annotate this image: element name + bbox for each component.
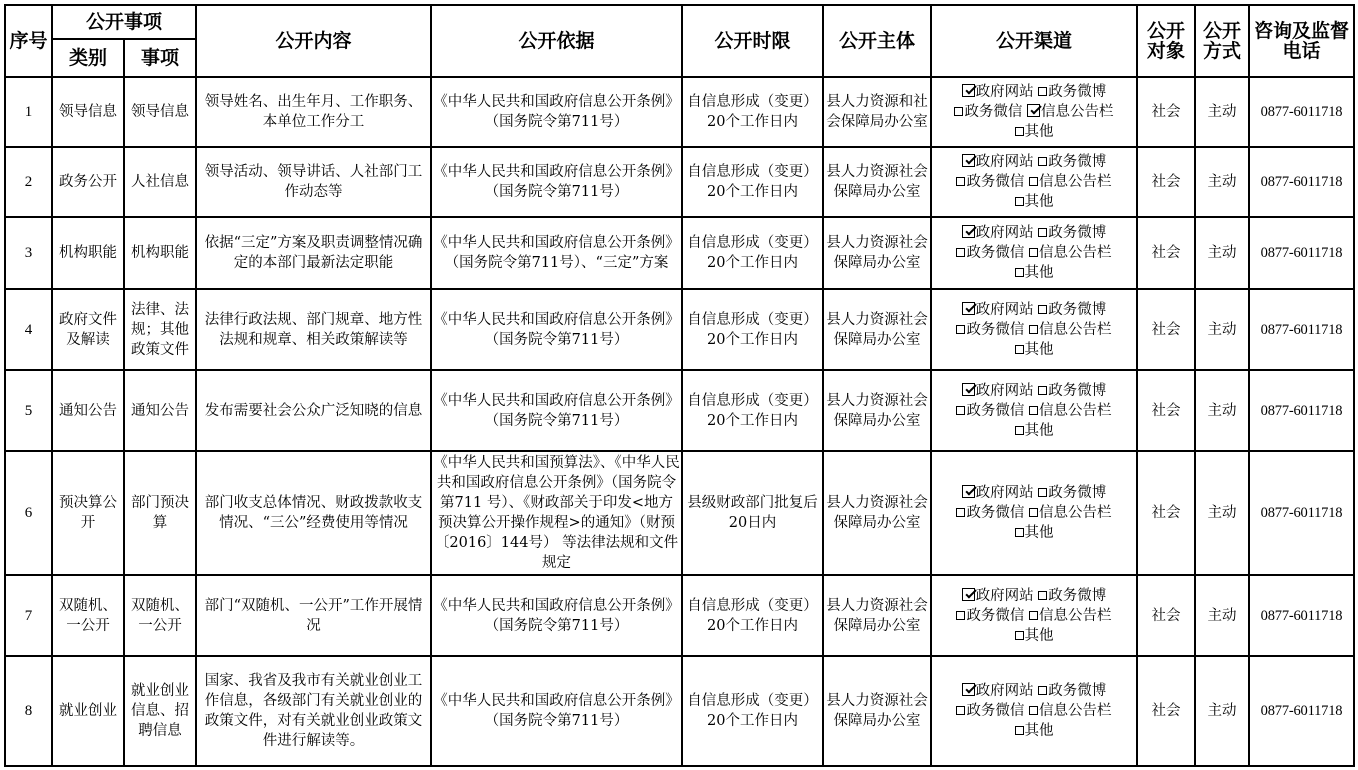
channel-label: 信息公告栏: [1039, 607, 1112, 624]
cell-subject: 县人力资源和社会保障局办公室: [823, 77, 931, 147]
channel-label: 政务微博: [1048, 154, 1107, 170]
cell-channels: [931, 370, 1137, 451]
channel-option: [956, 403, 1024, 419]
checkbox-empty-icon: [1015, 268, 1024, 277]
channel-option: [956, 322, 1024, 338]
channel-option: [1027, 104, 1114, 120]
cell-subject: 县人力资源社会保障局办公室: [823, 217, 931, 289]
channel-label: 其他: [1024, 265, 1054, 281]
checkbox-empty-icon: [956, 611, 965, 620]
cell-time-limit: 自信息形成（变更）20个工作日内: [682, 77, 823, 147]
channel-line: [933, 192, 1135, 212]
cell-audience: 社会: [1137, 289, 1195, 370]
checkbox-empty-icon: [1029, 611, 1038, 620]
channel-label: 信息公告栏: [1041, 104, 1114, 120]
disclosure-table: [4, 4, 1355, 767]
header-phone: 咨询及监督电话: [1249, 5, 1354, 77]
checkbox-empty-icon: [1038, 591, 1047, 600]
channel-line: [933, 483, 1135, 503]
cell-phone: 0877-6011718: [1249, 451, 1354, 575]
channel-label: 政务微博: [1048, 683, 1107, 699]
cell-index: 4: [5, 289, 52, 370]
cell-subject: 县人力资源社会保障局办公室: [823, 575, 931, 656]
checkbox-empty-icon: [1038, 305, 1047, 314]
checkbox-empty-icon: [1029, 248, 1038, 257]
channel-option: [954, 104, 1022, 120]
header-channels: 公开渠道: [931, 5, 1137, 77]
channel-option: [1015, 723, 1054, 739]
channel-line: [933, 626, 1135, 646]
cell-category: 就业创业: [52, 656, 124, 766]
channel-line: [933, 243, 1135, 263]
cell-basis: 《中华人民共和国政府信息公开条例》（国务院令第711号）: [431, 147, 682, 217]
channel-label: 信息公告栏: [1039, 245, 1112, 261]
channel-option: [1038, 383, 1106, 399]
channel-option: [962, 84, 1034, 100]
table-row: [5, 656, 1354, 766]
cell-method: 主动: [1195, 147, 1249, 217]
channel-option: [962, 485, 1034, 501]
checkbox-empty-icon: [1015, 631, 1024, 640]
checkbox-empty-icon: [956, 706, 965, 715]
cell-channels: [931, 77, 1137, 147]
channel-option: [1038, 588, 1106, 604]
table-row: [5, 77, 1354, 147]
channel-label: 其他: [1024, 124, 1054, 140]
cell-phone: 0877-6011718: [1249, 217, 1354, 289]
cell-item: 领导信息: [124, 77, 196, 147]
channel-label: 其他: [1024, 525, 1054, 541]
channel-line: [933, 320, 1135, 340]
channel-label: 政务微信: [966, 321, 1025, 338]
checkbox-empty-icon: [956, 325, 965, 334]
checkbox-empty-icon: [1015, 726, 1024, 735]
checkbox-empty-icon: [1029, 325, 1038, 334]
channel-label: 政府网站: [975, 683, 1034, 699]
channel-label: 政府网站: [975, 485, 1034, 501]
header-audience: 公开对象: [1137, 5, 1195, 77]
cell-basis: 《中华人民共和国政府信息公开条例》（国务院令第711号）: [431, 575, 682, 656]
checkbox-empty-icon: [956, 248, 965, 257]
cell-time-limit: 自信息形成（变更）20个工作日内: [682, 575, 823, 656]
cell-index: 3: [5, 217, 52, 289]
channel-option: [1015, 525, 1054, 541]
checkbox-empty-icon: [1038, 157, 1047, 166]
channel-line: [933, 401, 1135, 421]
cell-index: 7: [5, 575, 52, 656]
cell-method: 主动: [1195, 77, 1249, 147]
cell-method: 主动: [1195, 217, 1249, 289]
checkbox-empty-icon: [954, 107, 963, 116]
checkbox-empty-icon: [1029, 508, 1038, 517]
cell-phone: 0877-6011718: [1249, 370, 1354, 451]
checkbox-empty-icon: [1015, 345, 1024, 354]
channel-label: 其他: [1024, 341, 1054, 358]
channel-option: [1038, 154, 1106, 170]
cell-audience: 社会: [1137, 656, 1195, 766]
channel-option: [1015, 124, 1054, 140]
channel-label: 政务微信: [966, 607, 1025, 624]
channel-label: 信息公告栏: [1039, 321, 1112, 338]
channel-option: [962, 302, 1034, 318]
channel-option: [956, 608, 1024, 624]
channel-option: [1038, 485, 1106, 501]
cell-audience: 社会: [1137, 451, 1195, 575]
channel-option: [1038, 302, 1106, 318]
header-content: 公开内容: [196, 5, 431, 77]
cell-audience: 社会: [1137, 217, 1195, 289]
cell-audience: 社会: [1137, 77, 1195, 147]
cell-item: 机构职能: [124, 217, 196, 289]
cell-phone: 0877-6011718: [1249, 147, 1354, 217]
cell-basis: 《中华人民共和国政府信息公开条例》（国务院令第711号）: [431, 370, 682, 451]
checkbox-empty-icon: [1029, 706, 1038, 715]
channel-option: [962, 683, 1034, 699]
table-row: [5, 289, 1354, 370]
cell-content: 领导姓名、出生年月、工作职务、本单位工作分工: [196, 77, 431, 147]
channel-line: [933, 223, 1135, 243]
cell-category: 双随机、一公开: [52, 575, 124, 656]
cell-index: 5: [5, 370, 52, 451]
checkbox-empty-icon: [1029, 177, 1038, 186]
channel-label: 政务微博: [1048, 225, 1107, 241]
channel-line: [933, 503, 1135, 523]
table-row: [5, 147, 1354, 217]
cell-category: 通知公告: [52, 370, 124, 451]
channel-label: 政务微博: [1048, 382, 1107, 399]
checkbox-checked-icon: [962, 485, 975, 498]
channel-label: 政务微信: [964, 104, 1023, 120]
channel-line: [933, 606, 1135, 626]
channel-line: [933, 263, 1135, 283]
header-item: 事项: [124, 39, 196, 77]
cell-channels: [931, 217, 1137, 289]
cell-category: 政府文件及解读: [52, 289, 124, 370]
cell-item: 通知公告: [124, 370, 196, 451]
cell-basis: 《中华人民共和国政府信息公开条例》（国务院令第711号）、“三定”方案: [431, 217, 682, 289]
channel-option: [962, 154, 1034, 170]
cell-subject: 县人力资源社会保障局办公室: [823, 289, 931, 370]
cell-method: 主动: [1195, 656, 1249, 766]
cell-time-limit: 自信息形成（变更）20个工作日内: [682, 656, 823, 766]
channel-option: [1038, 683, 1106, 699]
cell-index: 2: [5, 147, 52, 217]
cell-content: 领导活动、领导讲话、人社部门工作动态等: [196, 147, 431, 217]
cell-basis: 《中华人民共和国政府信息公开条例》（国务院令第711号）: [431, 77, 682, 147]
channel-line: [933, 421, 1135, 441]
cell-content: 部门收支总体情况、财政拨款收支情况、“三公”经费使用等情况: [196, 451, 431, 575]
channel-label: 信息公告栏: [1039, 174, 1112, 190]
cell-content: 依据“三定”方案及职责调整情况确定的本部门最新法定职能: [196, 217, 431, 289]
cell-subject: 县人力资源社会保障局办公室: [823, 370, 931, 451]
channel-option: [956, 245, 1024, 261]
checkbox-checked-icon: [962, 683, 975, 696]
channel-line: [933, 586, 1135, 606]
channel-label: 信息公告栏: [1039, 505, 1112, 521]
cell-channels: [931, 147, 1137, 217]
channel-label: 政务微博: [1048, 84, 1107, 100]
channel-option: [1038, 84, 1106, 100]
cell-audience: 社会: [1137, 575, 1195, 656]
channel-option: [956, 174, 1024, 190]
checkbox-empty-icon: [1015, 197, 1024, 206]
cell-item: 就业创业信息、招聘信息: [124, 656, 196, 766]
cell-content: 国家、我省及我市有关就业创业工作信息，各级部门有关就业创业的政策文件，对有关就业创业政策文件进行解读等。: [196, 656, 431, 766]
channel-option: [1029, 505, 1112, 521]
channel-label: 政务微信: [966, 703, 1025, 719]
channel-line: [933, 152, 1135, 172]
cell-time-limit: 县级财政部门批复后20日内: [682, 451, 823, 575]
channel-option: [1015, 342, 1054, 358]
channel-option: [1038, 225, 1106, 241]
channel-line: [933, 681, 1135, 701]
channel-label: 政府网站: [975, 154, 1034, 170]
cell-phone: 0877-6011718: [1249, 289, 1354, 370]
cell-time-limit: 自信息形成（变更）20个工作日内: [682, 147, 823, 217]
channel-option: [1029, 403, 1112, 419]
checkbox-empty-icon: [1015, 528, 1024, 537]
cell-subject: 县人力资源社会保障局办公室: [823, 147, 931, 217]
channel-option: [956, 703, 1024, 719]
cell-subject: 县人力资源社会保障局办公室: [823, 656, 931, 766]
header-method: 公开方式: [1195, 5, 1249, 77]
channel-option: [1015, 423, 1054, 439]
channel-option: [1029, 174, 1112, 190]
cell-basis: 《中华人民共和国预算法》、《中华人民共和国政府信息公开条例》（国务院令第711 号）、《财政部关于印发<地方预决算公开操作规程>的通知》（财预〔2016〕144号） 等法律法规和文件规定: [431, 451, 682, 575]
channel-line: [933, 172, 1135, 192]
cell-item: 人社信息: [124, 147, 196, 217]
cell-channels: [931, 575, 1137, 656]
cell-channels: [931, 656, 1137, 766]
channel-line: [933, 523, 1135, 543]
checkbox-empty-icon: [1015, 426, 1024, 435]
cell-basis: 《中华人民共和国政府信息公开条例》（国务院令第711号）: [431, 656, 682, 766]
channel-option: [1015, 628, 1054, 644]
checkbox-checked-icon: [962, 84, 975, 97]
channel-label: 其他: [1024, 194, 1054, 210]
channel-label: 政务微博: [1048, 587, 1107, 604]
channel-label: 信息公告栏: [1039, 402, 1112, 419]
channel-label: 其他: [1024, 627, 1054, 644]
channel-label: 政务微博: [1048, 301, 1107, 318]
channel-line: [933, 300, 1135, 320]
channel-label: 政务微博: [1048, 485, 1107, 501]
channel-label: 其他: [1024, 723, 1054, 739]
table-header: [5, 5, 1354, 77]
channel-line: [933, 82, 1135, 102]
header-basis: 公开依据: [431, 5, 682, 77]
checkbox-empty-icon: [1038, 386, 1047, 395]
checkbox-checked-icon: [962, 302, 975, 315]
cell-index: 6: [5, 451, 52, 575]
checkbox-checked-icon: [962, 225, 975, 238]
header-item-group: 公开事项: [52, 5, 196, 39]
channel-option: [1029, 703, 1112, 719]
channel-label: 政务微信: [966, 402, 1025, 419]
channel-label: 信息公告栏: [1039, 703, 1112, 719]
cell-phone: 0877-6011718: [1249, 656, 1354, 766]
header-index: 序号: [5, 5, 52, 77]
checkbox-checked-icon: [962, 588, 975, 601]
checkbox-checked-icon: [962, 383, 975, 396]
channel-option: [962, 225, 1034, 241]
channel-option: [962, 588, 1034, 604]
table-row: [5, 575, 1354, 656]
checkbox-empty-icon: [956, 177, 965, 186]
table-row: [5, 370, 1354, 451]
checkbox-checked-icon: [962, 154, 975, 167]
cell-content: 发布需要社会公众广泛知晓的信息: [196, 370, 431, 451]
channel-option: [1029, 608, 1112, 624]
cell-phone: 0877-6011718: [1249, 77, 1354, 147]
channel-label: 政府网站: [975, 587, 1034, 604]
cell-category: 政务公开: [52, 147, 124, 217]
cell-index: 8: [5, 656, 52, 766]
cell-item: 法律、法规；其他政策文件: [124, 289, 196, 370]
cell-time-limit: 自信息形成（变更）20个工作日内: [682, 370, 823, 451]
channel-label: 政府网站: [975, 225, 1034, 241]
channel-line: [933, 102, 1135, 122]
channel-label: 政务微信: [966, 245, 1025, 261]
channel-label: 政府网站: [975, 301, 1034, 318]
cell-category: 机构职能: [52, 217, 124, 289]
cell-channels: [931, 451, 1137, 575]
channel-line: [933, 340, 1135, 360]
table-body: [5, 77, 1354, 766]
cell-basis: 《中华人民共和国政府信息公开条例》（国务院令第711号）: [431, 289, 682, 370]
cell-method: 主动: [1195, 451, 1249, 575]
cell-index: 1: [5, 77, 52, 147]
checkbox-empty-icon: [1038, 488, 1047, 497]
checkbox-empty-icon: [1038, 686, 1047, 695]
channel-label: 其他: [1024, 422, 1054, 439]
checkbox-empty-icon: [1015, 127, 1024, 136]
cell-channels: [931, 289, 1137, 370]
cell-category: 领导信息: [52, 77, 124, 147]
checkbox-empty-icon: [1038, 228, 1047, 237]
cell-audience: 社会: [1137, 370, 1195, 451]
cell-category: 预决算公开: [52, 451, 124, 575]
cell-subject: 县人力资源社会保障局办公室: [823, 451, 931, 575]
cell-time-limit: 自信息形成（变更）20个工作日内: [682, 217, 823, 289]
cell-item: 部门预决算: [124, 451, 196, 575]
channel-option: [1029, 245, 1112, 261]
checkbox-empty-icon: [956, 508, 965, 517]
checkbox-empty-icon: [1029, 406, 1038, 415]
channel-option: [1029, 322, 1112, 338]
cell-audience: 社会: [1137, 147, 1195, 217]
channel-line: [933, 381, 1135, 401]
header-time-limit: 公开时限: [682, 5, 823, 77]
channel-label: 政府网站: [975, 84, 1034, 100]
cell-method: 主动: [1195, 289, 1249, 370]
cell-time-limit: 自信息形成（变更）20个工作日内: [682, 289, 823, 370]
cell-method: 主动: [1195, 370, 1249, 451]
channel-option: [956, 505, 1024, 521]
checkbox-checked-icon: [1027, 104, 1040, 117]
channel-line: [933, 701, 1135, 721]
channel-label: 政务微信: [966, 505, 1025, 521]
cell-item: 双随机、一公开: [124, 575, 196, 656]
channel-label: 政务微信: [966, 174, 1025, 190]
channel-option: [962, 383, 1034, 399]
table-row: [5, 217, 1354, 289]
table-row: [5, 451, 1354, 575]
channel-line: [933, 122, 1135, 142]
channel-line: [933, 721, 1135, 741]
cell-content: 部门“双随机、一公开”工作开展情况: [196, 575, 431, 656]
channel-option: [1015, 265, 1054, 281]
cell-content: 法律行政法规、部门规章、地方性法规和规章、相关政策解读等: [196, 289, 431, 370]
header-subject: 公开主体: [823, 5, 931, 77]
channel-option: [1015, 194, 1054, 210]
channel-label: 政府网站: [975, 382, 1034, 399]
cell-method: 主动: [1195, 575, 1249, 656]
checkbox-empty-icon: [956, 406, 965, 415]
cell-phone: 0877-6011718: [1249, 575, 1354, 656]
header-category: 类别: [52, 39, 124, 77]
checkbox-empty-icon: [1038, 87, 1047, 96]
